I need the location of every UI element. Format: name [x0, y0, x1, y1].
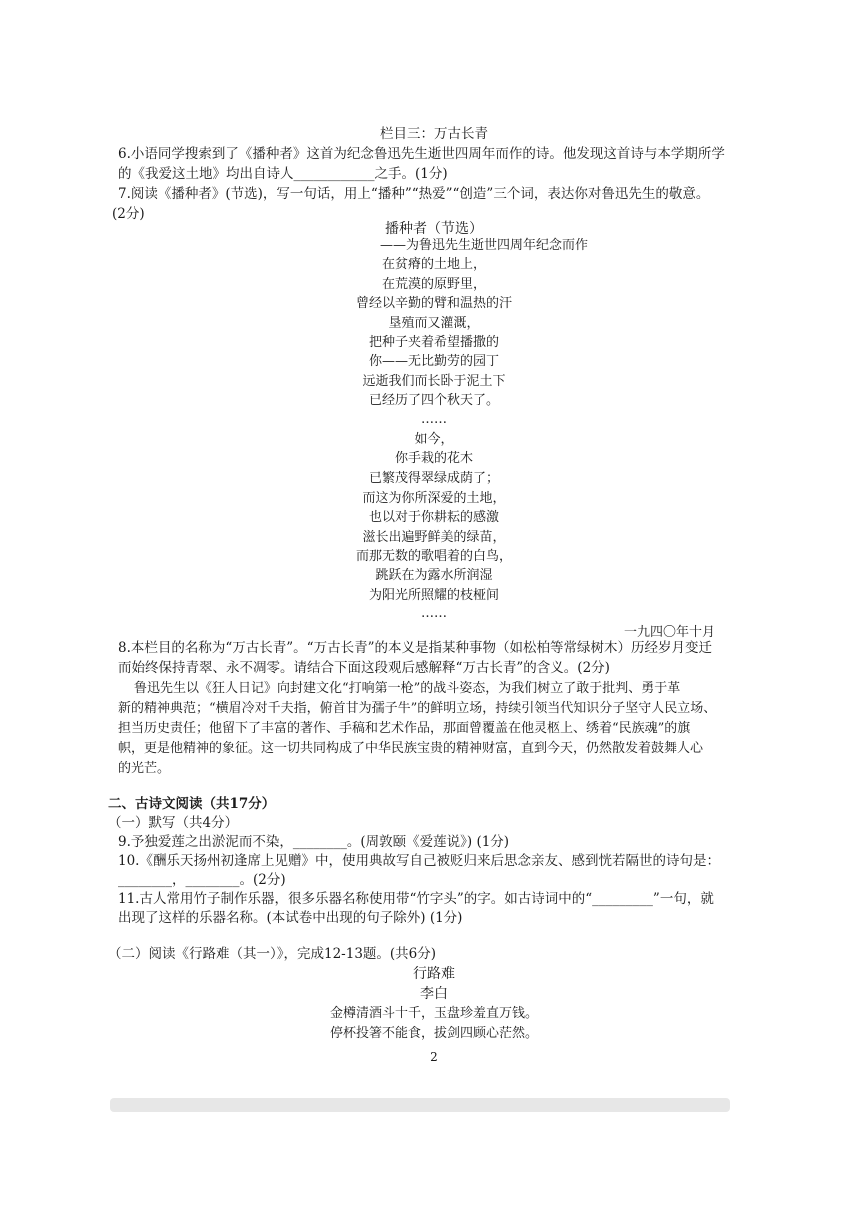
question-7-line-1: 7.阅读《播种者》(节选)，写一句话，用上“播种”“热爱”“创造”三个词，表达你对鲁迅先生的敬意。 [118, 186, 710, 202]
poem-line: 而那无数的歌唱着的白鸟， [355, 549, 512, 564]
question-11-line-1: 11.古人常用竹子制作乐器，很多乐器名称使用带“竹字头”的字。如古诗词中的“_________”一句，就 [118, 891, 714, 907]
question-7-line-2: (2分) [112, 206, 145, 222]
poem-line: 已经历了四个秋天了。 [368, 393, 499, 408]
poem-2-author: 李白 [420, 986, 448, 1002]
part-2-heading: 二、古诗文阅读（共17分） [108, 796, 276, 812]
paragraph-line: 鲁迅先生以《狂人日记》向封建文化“打响第一枪”的战斗姿态，为我们树立了敢于批判、勇于革 [134, 681, 681, 696]
poem-line: …… [421, 606, 447, 621]
poem-line: …… [421, 412, 447, 427]
question-10-line-1: 10.《酬乐天扬州初逢席上见赠》中，使用典故写自己被贬归来后思念亲友、感到恍若隔世的诗句是： [118, 853, 720, 869]
question-11-line-2: 出现了这样的乐器名称。(本试卷中出现的句子除外) (1分) [118, 910, 463, 926]
poem-line: 跳跃在为露水所润湿 [375, 568, 493, 583]
page-number: 2 [430, 1050, 438, 1064]
paragraph-line: 帜，更是他精神的象征。这一切共同构成了中华民族宝贵的精神财富，直到今天，仍然散发着鼓舞人心 [118, 741, 704, 756]
poem-date: 一九四〇年十月 [623, 625, 715, 640]
poem-line: 也以对于你耕耘的感激 [368, 510, 499, 525]
poem-line: 你手栽的花木 [394, 451, 473, 466]
poem-2-line-2: 停杯投箸不能食，拔剑四顾心茫然。 [329, 1026, 538, 1041]
poem-line: 为阳光所照耀的枝桠间 [368, 588, 499, 603]
poem-line: 在荒漠的原野里， [381, 277, 486, 292]
poem-line: 如今， [414, 432, 454, 447]
poem-title: 播种者（节选） [385, 221, 483, 237]
poem-line: 滋长出遍野鲜美的绿苗， [362, 530, 506, 545]
poem-subtitle: ——为鲁迅先生逝世四周年纪念而作 [379, 238, 588, 253]
poem-line: 垦殖而又灌溉， [388, 316, 480, 331]
subsection-2-heading: （二）阅读《行路难（其一）》，完成12-13题。(共6分) [108, 946, 437, 962]
poem-line: 已繁茂得翠绿成荫了； [368, 471, 499, 486]
poem-line: 曾经以辛勤的臂和温热的汗 [355, 296, 512, 311]
question-8-line-1: 8.本栏目的名称为“万古长青”。“万古长青”的本义是指某种事物（如松柏等常绿树木）历经岁月变迁 [118, 640, 712, 656]
subsection-1-heading: （一）默写（共4分） [108, 815, 239, 831]
poem-line: 远逝我们而长卧于泥土下 [362, 374, 506, 389]
poem-line: 把种子夹着希望播撒的 [368, 335, 499, 350]
question-10-line-2: ________，________。(2分) [118, 872, 286, 888]
question-6-line-1: 6.小语同学搜索到了《播种者》这首为纪念鲁迅先生逝世四周年而作的诗。他发现这首诗与本学期所学 [118, 146, 725, 162]
poem-line: 你——无比勤劳的园丁 [368, 354, 499, 369]
poem-2-line-1: 金樽清酒斗十千，玉盘珍羞直万钱。 [329, 1006, 538, 1021]
section-title: 栏目三：万古长青 [380, 126, 488, 142]
poem-2-title: 行路难 [413, 966, 455, 982]
scan-shadow [110, 1098, 730, 1112]
poem-line: 而这为你所深爱的土地， [362, 491, 506, 506]
poem-line: 在贫瘠的土地上， [381, 257, 486, 272]
paragraph-line: 新的精神典范；“横眉冷对千夫指，俯首甘为孺子牛”的鲜明立场，持续引领当代知识分子坚守人民立场、 [118, 701, 717, 716]
question-9: 9.予独爱莲之出淤泥而不染，________。(周敦颐《爱莲说》) (1分) [118, 834, 510, 850]
question-6-line-2: 的《我爱这土地》均出自诗人____________之手。(1分) [118, 166, 448, 182]
question-8-line-2: 而始终保持青翠、永不凋零。请结合下面这段观后感解释“万古长青”的含义。(2分) [118, 660, 610, 676]
paragraph-line: 的光芒。 [118, 761, 171, 776]
paragraph-line: 担当历史责任；他留下了丰富的著作、手稿和艺术作品，那面曾覆盖在他灵柩上、绣着“民族魂”的旗 [118, 721, 691, 736]
